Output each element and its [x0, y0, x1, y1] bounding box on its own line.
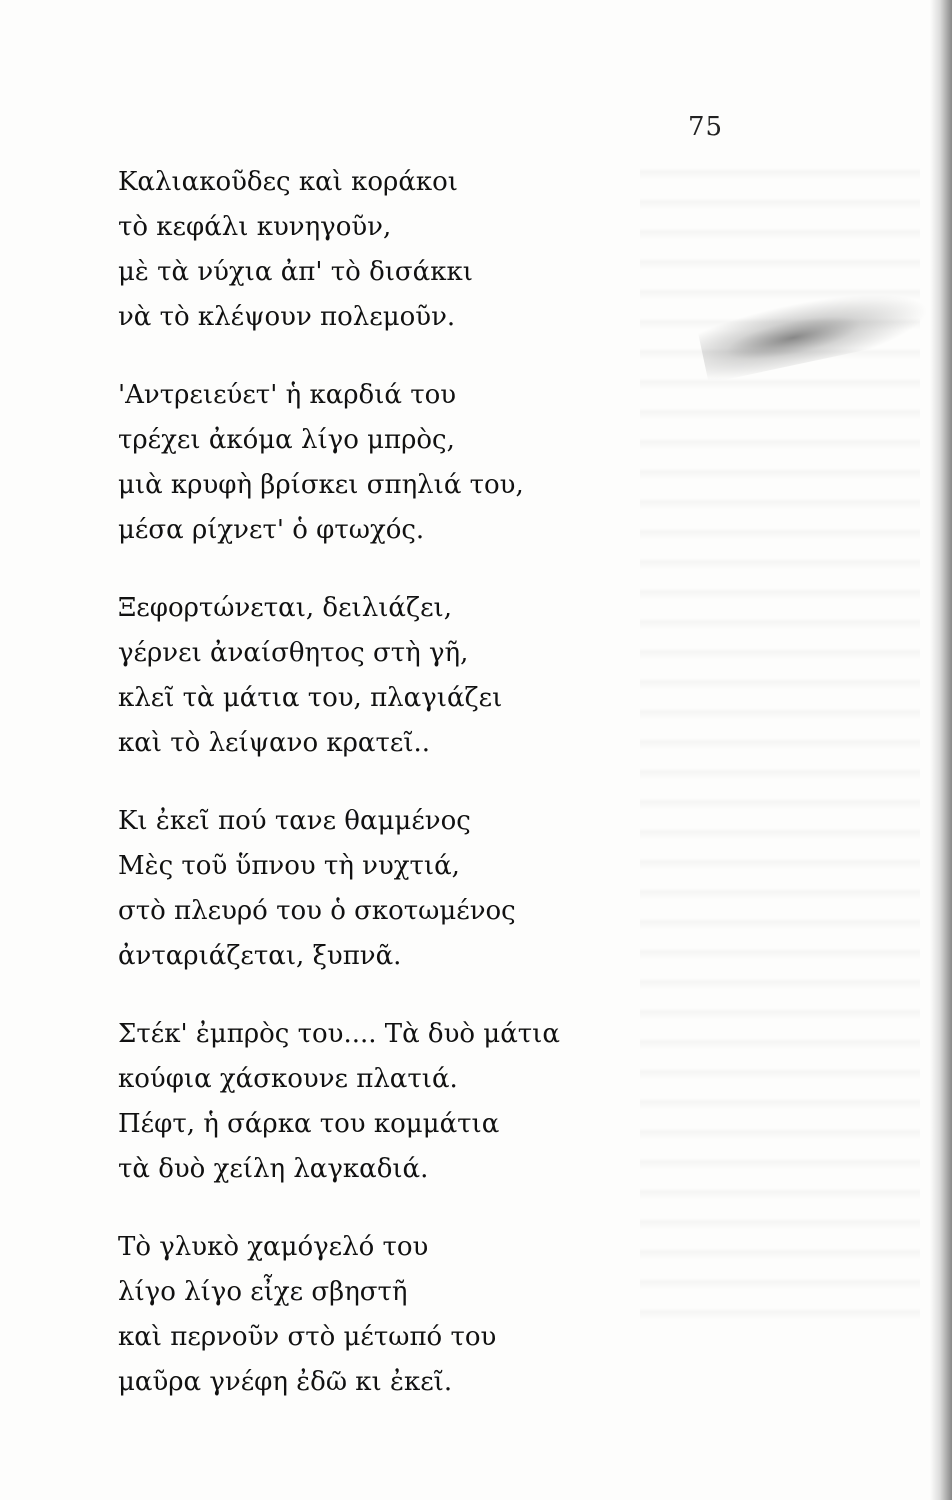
poem-line: κλεῖ τὰ μάτια του, πλαγιάζει	[118, 683, 503, 713]
page-edge-shadow	[930, 0, 952, 1500]
poem-line: Στέκ' ἐμπρὸς του.... Τὰ δυὸ μάτια	[118, 1019, 560, 1049]
poem-line: τρέχει ἀκόμα λίγο μπρὸς,	[118, 425, 455, 455]
stanza-2	[118, 373, 638, 553]
poem	[118, 160, 638, 1438]
stanza-1	[118, 160, 638, 340]
poem-line: καὶ περνοῦν στὸ μέτωπό του	[118, 1322, 497, 1352]
stanza-3	[118, 586, 638, 766]
poem-line: λίγο λίγο εἶχε σβηστῆ	[118, 1277, 408, 1307]
poem-line: κούφια χάσκουνε πλατιά.	[118, 1064, 458, 1094]
poem-line: Ξεφορτώνεται, δειλιάζει,	[118, 593, 453, 623]
poem-line: γέρνει ἀναίσθητος στὴ γῆ,	[118, 638, 469, 668]
poem-line: Καλιακοῦδες καὶ κοράκοι	[118, 167, 458, 197]
poem-line: μέσα ρίχνετ' ὁ φτωχός.	[118, 515, 425, 545]
poem-line: καὶ τὸ λείψανο κρατεῖ..	[118, 728, 431, 758]
stanza-5	[118, 1012, 638, 1192]
poem-line: τὸ κεφάλι κυνηγοῦν,	[118, 212, 392, 242]
poem-line: μὲ τὰ νύχια ἀπ' τὸ δισάκκι	[118, 257, 473, 287]
stanza-6	[118, 1225, 638, 1405]
poem-line: νὰ τὸ κλέψουν πολεμοῦν.	[118, 302, 456, 332]
poem-line: 'Αντρειεύετ' ἡ καρδιά του	[118, 380, 457, 410]
poem-line: μιὰ κρυφὴ βρίσκει σπηλιά του,	[118, 470, 524, 500]
poem-line: Πέφτ, ἡ σάρκα του κομμάτια	[118, 1109, 500, 1139]
poem-line: στὸ πλευρό του ὁ σκοτωμένος	[118, 896, 516, 926]
stanza-4	[118, 799, 638, 979]
page-number: 75	[688, 112, 724, 142]
poem-line: Τὸ γλυκὸ χαμόγελό του	[118, 1232, 429, 1262]
poem-line: τὰ δυὸ χείλη λαγκαδιά.	[118, 1154, 429, 1184]
poem-line: μαῦρα γνέφη ἐδῶ κι ἐκεῖ.	[118, 1367, 453, 1397]
poem-line: ἀνταριάζεται, ξυπνᾶ.	[118, 941, 402, 971]
poem-line: Μὲς τοῦ ὕπνου τὴ νυχτιά,	[118, 851, 460, 881]
poem-line: Κι ἐκεῖ πού τανε θαμμένος	[118, 806, 471, 836]
